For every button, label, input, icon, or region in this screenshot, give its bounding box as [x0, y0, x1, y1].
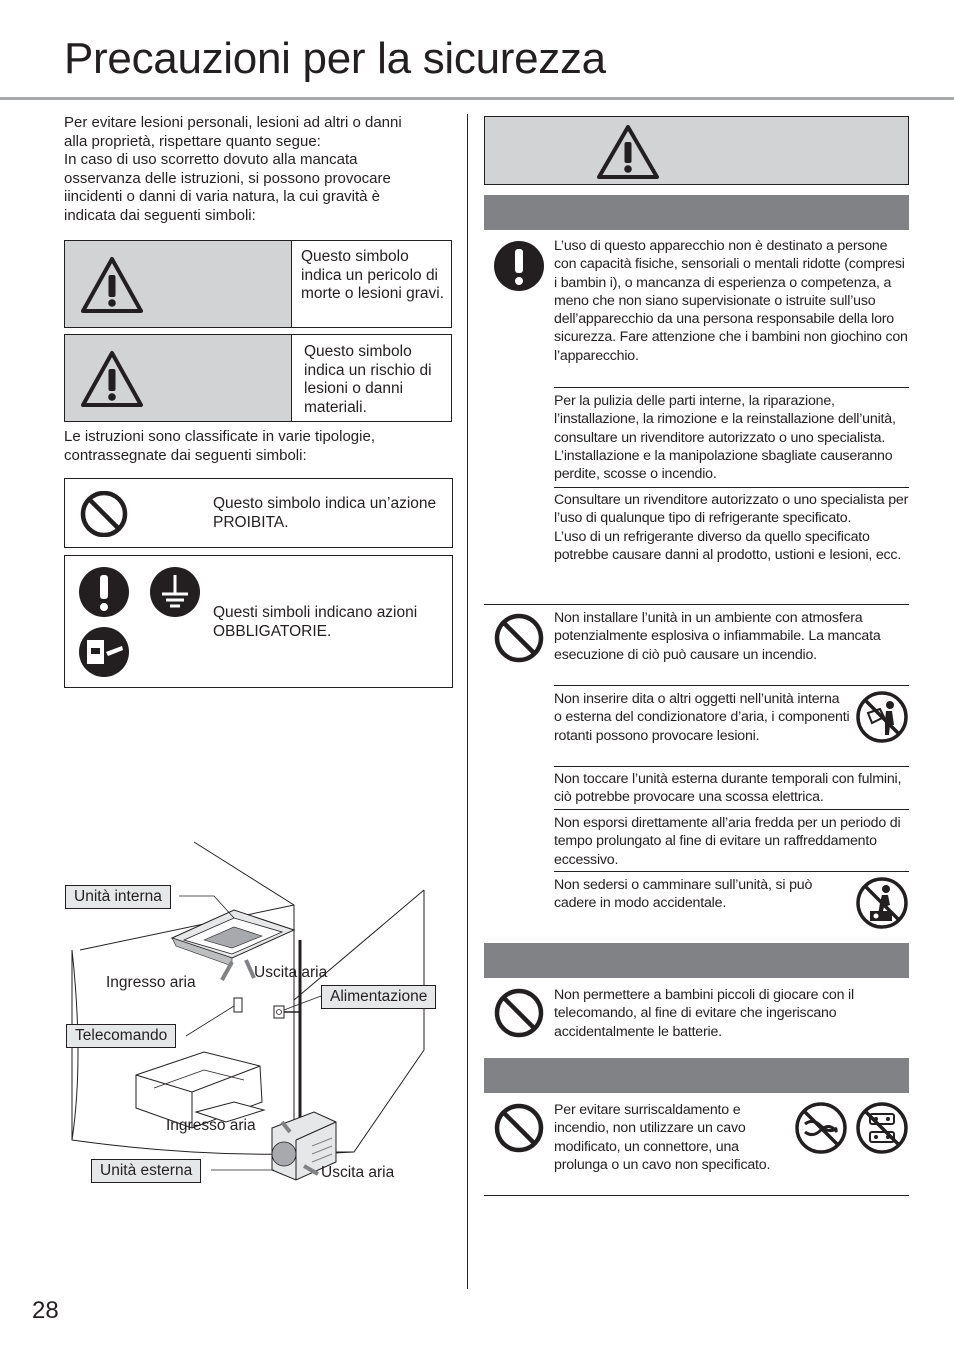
intro-line: iincidenti o danni di varia natura, la cui gravità è	[64, 188, 381, 206]
item-divider	[554, 387, 909, 388]
prohibited-icon	[78, 491, 130, 537]
warning-item-10: Per evitare surriscaldamento e incendio, non utilizzare un cavo modificato, un connettore, una prolunga o un cavo non specificato.	[554, 1102, 771, 1173]
no-extension-cord-icon	[856, 1102, 908, 1154]
intro-paragraph	[64, 114, 456, 226]
item-divider	[554, 685, 909, 686]
section-bar-unit	[484, 195, 909, 230]
installation-diagram	[64, 840, 456, 1200]
warning-item-8: Non sedersi o camminare sull’unità, si può cadere in modo accidentale.	[554, 877, 813, 912]
mandatory-exclamation-icon	[493, 240, 545, 292]
warning-item-7: Non esporsi direttamente all’aria fredda per un periodo di tempo prolungato al fine di evitare un raffreddamento eccessivo.	[554, 815, 901, 868]
prohibited-icon	[493, 612, 545, 664]
warning-item-2: Per la pulizia delle parti interne, la riparazione, l’installazione, la rimozione e la reinstallazione dell’unità, consultare un rivenditore autorizzato o uno specialista. L’installazione e la manipolazione sbagliate causeranno perdite, scosse o incendio.	[554, 393, 896, 483]
item-divider	[554, 809, 909, 810]
warning-item-1: L’uso di questo apparecchio non è destinato a persone con capacità fisiche, sensoriali o mentali ridotte (compresi i bambin i), o mancanza di esperienza o competenza, a meno che non siano supervisionate o istruite sull’uso dell’apparecchio da una persona responsabile della loro sicurezza. Fare attenzione che i bambini non giochino con l’apparecchio.	[554, 238, 908, 364]
warning-header-box	[484, 116, 909, 185]
column-divider	[467, 114, 468, 1289]
no-sitting-icon	[856, 877, 908, 929]
caution-description: Questo simbolo indica un rischio di lesioni o danni materiali.	[304, 343, 432, 416]
prohibited-icon	[493, 987, 545, 1039]
prohibited-description: Questo simbolo indica un’azione PROIBITA.	[213, 495, 437, 531]
intro-line: In caso di uso scorretto dovuto alla mancata	[64, 151, 358, 169]
classification-line: contrassegnate dai seguenti simboli:	[64, 446, 307, 464]
no-fingers-icon	[856, 691, 908, 743]
intro-line: osservanza delle istruzioni, si possono provocare	[64, 169, 391, 187]
label-unita-interna: Unità interna	[65, 885, 171, 909]
warning-item-5: Non inserire dita o altri oggetti nell’unità interna o esterna del condizionatore d’aria, i componenti rotanti possono provocare lesioni.	[554, 691, 850, 744]
section-bar-remote	[484, 943, 909, 978]
group-divider	[484, 1195, 909, 1196]
page-title: Precauzioni per la sicurezza	[64, 34, 606, 83]
mandatory-symbol-box	[64, 555, 453, 688]
section-bar-power	[484, 1058, 909, 1093]
warning-description: Questo simbolo indica un pericolo di morte o lesioni gravi.	[301, 248, 445, 302]
no-modified-cable-icon	[795, 1102, 847, 1154]
item-divider	[554, 766, 909, 767]
label-ingresso-aria-interna: Ingresso aria	[106, 974, 196, 991]
mandatory-description: Questi simboli indicano azioni OBBLIGATORIE.	[213, 604, 418, 640]
warning-item-3: Consultare un rivenditore autorizzato o uno specialista per l’uso di qualunque tipo di refrigerante specificato. L’uso di un refrigerante diverso da quello specificato potrebbe causare danni al prodotto, ustioni e lesioni, ecc.	[554, 492, 909, 563]
warning-triangle-icon	[79, 255, 145, 315]
warning-item-6: Non toccare l’unità esterna durante temporali con fulmini, ciò potrebbe provocare una scossa elettrica.	[554, 771, 902, 806]
classification-line: Le istruzioni sono classificate in varie tipologie,	[64, 428, 375, 445]
mandatory-exclamation-icon	[78, 566, 130, 618]
group-divider	[484, 604, 909, 605]
warning-triangle-icon	[595, 123, 661, 181]
divider	[291, 241, 292, 327]
label-uscita-aria-esterna: Uscita aria	[321, 1164, 395, 1181]
prohibited-icon	[493, 1102, 545, 1154]
classification-paragraph	[64, 428, 456, 465]
warning-item-4: Non installare l’unità in un ambiente con atmosfera potenzialmente esplosiva o infiammabile. La mancata esecuzione di ciò può causare un incendio.	[554, 610, 881, 663]
intro-line: Per evitare lesioni personali, lesioni ad altri o danni	[64, 114, 402, 131]
page-number: 28	[32, 1297, 59, 1324]
warning-label-area	[65, 241, 291, 327]
item-divider	[554, 871, 909, 872]
caution-symbol-box	[64, 334, 452, 422]
label-telecomando: Telecomando	[66, 1024, 176, 1048]
intro-line: alla proprietà, rispettare quanto segue:	[64, 132, 321, 150]
warning-symbol-box	[64, 240, 452, 328]
intro-line: indicata dai seguenti simboli:	[64, 206, 256, 224]
unplug-icon	[78, 626, 130, 678]
title-divider	[0, 97, 954, 100]
prohibited-symbol-box	[64, 478, 453, 548]
caution-triangle-icon	[79, 349, 145, 409]
divider	[291, 335, 292, 421]
warning-item-9: Non permettere a bambini piccoli di giocare con il telecomando, al fine di evitare che ingeriscano accidentalmente le batterie.	[554, 987, 854, 1040]
label-alimentazione: Alimentazione	[321, 985, 436, 1009]
label-unita-esterna: Unità esterna	[91, 1159, 201, 1183]
caution-label-area	[65, 335, 291, 421]
item-divider	[554, 487, 909, 488]
earth-ground-icon	[149, 566, 201, 618]
label-uscita-aria-interna: Uscita aria	[254, 964, 328, 981]
label-ingresso-aria-esterna: Ingresso aria	[166, 1117, 256, 1134]
